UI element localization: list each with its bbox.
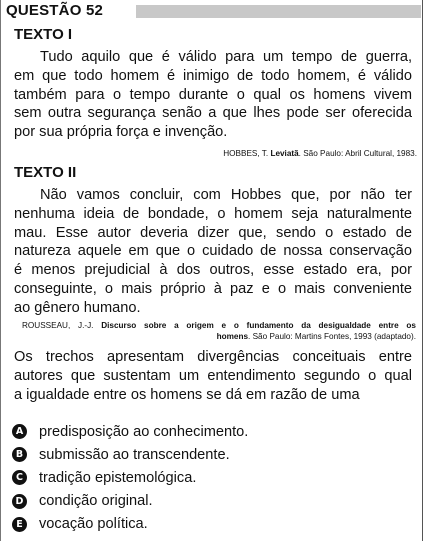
option-c-text: tradição epistemológica. [39,469,197,486]
texto1-line: sem outra segurança senão a que lhes pode ser oferecida [14,105,412,122]
option-a-text: predisposição ao conhecimento. [39,423,249,440]
question-header [6,2,421,20]
texto1-line: também para o tempo durante o qual os homens vivem [14,86,412,103]
texto2-line: natureza aquele em que o cuidado de nossa conservação [14,243,412,260]
texto2-heading: TEXTO II [14,164,77,181]
option-a-badge: A [12,424,27,439]
left-border [0,0,1,541]
texto1-citation-author: HOBBES, T. [223,149,271,158]
texto1-line: Tudo aquilo que é válido para um tempo de guerra, [40,49,412,65]
texto2-citation-title: Discurso sobre a origem e o fundamento da desigualdade entre os [101,321,416,330]
prompt-line: a igualdade entre os homens se dá em razão de uma [14,386,360,403]
answer-options [12,420,248,536]
texto1-line: em que todo homem é inimigo de todo homem, é válido [14,67,412,84]
option-e-badge: E [12,517,27,532]
texto2-body [14,186,412,318]
option-b-text: submissão ao transcendente. [39,446,230,463]
texto2-citation-author: ROUSSEAU, J.-J. [22,321,102,330]
option-e-text: vocação política. [39,516,148,533]
option-d[interactable] [12,490,248,513]
texto1-citation-title: Leviatã [270,149,299,158]
texto2-citation-line1 [22,320,416,331]
texto2-line: mau. Esse autor deveria dizer que, sendo o estado de [14,224,412,241]
header-bar [136,5,421,18]
question-title: QUESTÃO 52 [6,2,104,19]
option-d-text: condição original. [39,493,153,510]
prompt-line: Os trechos apresentam divergências conceituais entre [14,349,412,365]
option-a[interactable] [12,420,248,443]
question-prompt [14,348,412,404]
texto1-line: por sua própria força e invenção. [14,124,228,141]
texto2-citation-line2 [22,331,416,342]
texto1-body [14,48,412,142]
texto2-citation-title-end: homens [216,332,249,341]
texto2-citation-publisher: . São Paulo: Martins Fontes, 1993 (adaptado). [248,332,416,341]
texto2-line: conseguinte, o mais próprio à paz e o mais conveniente [14,280,412,297]
texto2-citation [22,320,416,342]
option-b[interactable] [12,443,248,466]
option-e[interactable] [12,513,248,536]
texto1-citation-publisher: . São Paulo: Abril Cultural, 1983. [298,149,417,158]
texto2-line: nenhuma ideia de bondade, o homem seja naturalmente [14,205,412,222]
right-border [422,0,423,541]
option-d-badge: D [12,494,27,509]
texto2-line: ao gênero humano. [14,299,141,316]
prompt-line: autores que sustentam um entendimento segundo o qual [14,367,412,384]
option-c-badge: C [12,470,27,485]
option-b-badge: B [12,447,27,462]
texto2-line: é menos prejudicial à dos outros, esse estado era, por [14,262,412,279]
texto2-line: Não vamos concluir, com Hobbes que, por não ter [40,187,412,203]
option-c[interactable] [12,466,248,489]
texto1-heading: TEXTO I [14,26,73,43]
texto1-citation [223,148,417,159]
